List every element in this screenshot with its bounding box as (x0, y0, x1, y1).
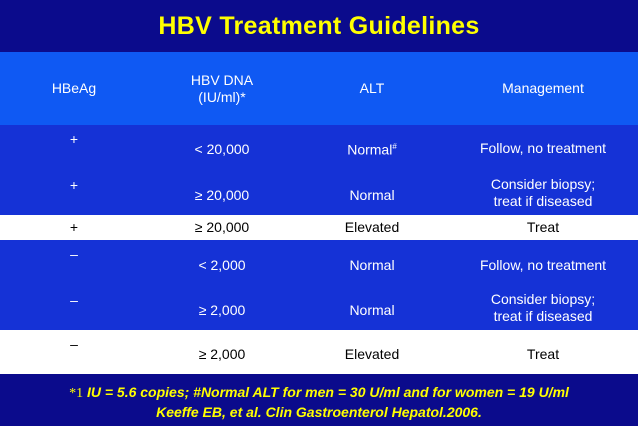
cell-hbeag: + (69, 219, 79, 235)
cell-management: Treat (526, 345, 560, 362)
cell-hbv-dna: ≥ 2,000 (198, 301, 246, 318)
cell-hbeag: – (70, 336, 78, 352)
cell-alt: Normal# (347, 141, 397, 158)
cell-hbv-dna: ≥ 20,000 (194, 186, 250, 203)
table-row (0, 240, 638, 286)
cell-hbeag: + (69, 177, 79, 193)
cell-alt: Normal (349, 301, 395, 318)
header-management: Management (502, 80, 584, 96)
cell-management: Consider biopsy; treat if diseased (490, 291, 596, 324)
header-hbeag: HBeAg (51, 80, 97, 96)
cell-management: Treat (526, 219, 560, 235)
table-row (0, 215, 638, 240)
cell-hbeag: + (69, 131, 79, 147)
cell-management: Consider biopsy; treat if diseased (490, 176, 596, 209)
header-hbv-dna: HBV DNA (IU/ml)* (190, 71, 254, 105)
slide-title: HBV Treatment Guidelines (158, 12, 480, 40)
footnote-mark: # (392, 141, 397, 151)
cell-management: Follow, no treatment (479, 256, 607, 273)
table-header-row (0, 52, 638, 125)
header-alt: ALT (359, 80, 385, 96)
footnote (0, 374, 638, 426)
footnote-citation: Keeffe EB, et al. Clin Gastroenterol Hepatol.2006. (156, 404, 482, 420)
cell-hbeag: – (70, 292, 78, 308)
cell-hbv-dna: < 2,000 (198, 256, 246, 273)
footnote-line-1: *1 IU = 5.6 copies; #Normal ALT for men = 30 U/ml and for women = 19 U/ml (69, 384, 569, 401)
cell-management: Follow, no treatment (479, 139, 607, 156)
table-row (0, 125, 638, 171)
cell-alt: Elevated (344, 345, 400, 362)
cell-alt: Normal (349, 256, 395, 273)
cell-hbv-dna: ≥ 2,000 (198, 345, 246, 362)
footnote-marker: *1 (69, 386, 84, 401)
cell-alt: Elevated (344, 219, 400, 235)
cell-hbeag: – (70, 246, 78, 262)
cell-alt: Normal (349, 186, 395, 203)
table-row (0, 330, 638, 374)
cell-hbv-dna: < 20,000 (194, 140, 250, 157)
cell-hbv-dna: ≥ 20,000 (194, 219, 250, 235)
table-row (0, 286, 638, 330)
table-row (0, 171, 638, 215)
